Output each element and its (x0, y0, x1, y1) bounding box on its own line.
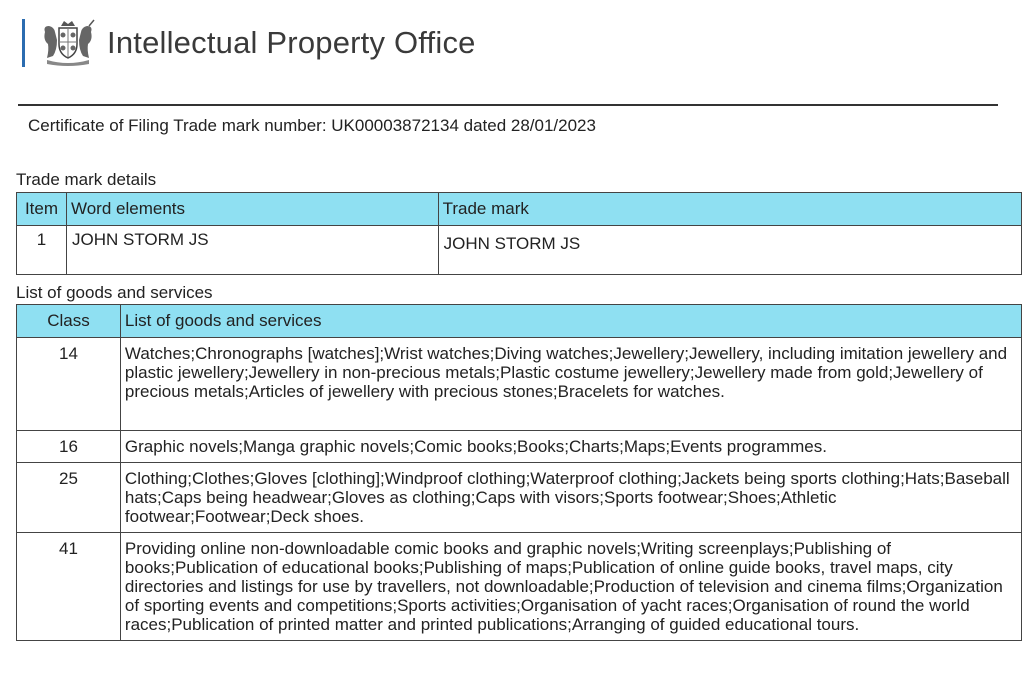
table-row (17, 463, 1022, 533)
column-header-item: Item (17, 193, 67, 226)
page-header (22, 16, 476, 70)
certificate-title: Certificate of Filing Trade mark number: UK00003872134 dated 28/01/2023 (28, 116, 596, 135)
column-header-word-elements: Word elements (66, 193, 438, 226)
column-header-class: Class (17, 305, 121, 338)
goods-description: Graphic novels;Manga graphic novels;Comic books;Books;Charts;Maps;Events programmes. (120, 431, 1021, 463)
item-number: 1 (17, 226, 67, 275)
goods-description: Providing online non-downloadable comic books and graphic novels;Writing screenplays;Publishing of books;Publication of educational books;Publishing of maps;Publication of online guide books, travel maps, city directories and listings for use by travellers, not downloadable;Production of television and cinema films;Organization of sporting events and competitions;Sports activities;Organisation of yacht races;Organisation of round the world races;Publication of printed matter and printed publications;Arranging of guided educational tours. (120, 533, 1021, 641)
goods-description: Clothing;Clothes;Gloves [clothing];Windproof clothing;Waterproof clothing;Jackets being sports clothing;Hats;Baseball hats;Caps being headwear;Gloves as clothing;Caps with visors;Sports footwear;Shoes;Athletic footwear;Footwear;Deck shoes. (120, 463, 1021, 533)
goods-services-label: List of goods and services (16, 283, 213, 302)
table-row (17, 533, 1022, 641)
office-name: Intellectual Property Office (107, 25, 476, 60)
trade-mark-details-label: Trade mark details (16, 170, 157, 189)
class-number: 41 (17, 533, 121, 641)
header-accent-bar (22, 19, 25, 67)
goods-description: Watches;Chronographs [watches];Wrist watches;Diving watches;Jewellery;Jewellery, including imitation jewellery and plastic jewellery;Jewellery in non-precious metals;Plastic costume jewellery;Jewellery made from gold;Jewellery of precious metals;Articles of jewellery with precious stones;Bracelets for watches. (120, 338, 1021, 431)
table-row (17, 431, 1022, 463)
royal-coat-of-arms-icon (39, 18, 97, 68)
word-elements-value: JOHN STORM JS (66, 226, 438, 275)
class-number: 14 (17, 338, 121, 431)
table-row (17, 338, 1022, 431)
table-header-row (17, 193, 1022, 226)
trade-mark-details-table (16, 192, 1022, 275)
table-row (17, 226, 1022, 275)
header-divider (18, 104, 998, 106)
class-number: 25 (17, 463, 121, 533)
goods-services-table (16, 304, 1022, 641)
column-header-goods-services: List of goods and services (120, 305, 1021, 338)
class-number: 16 (17, 431, 121, 463)
column-header-trade-mark: Trade mark (438, 193, 1021, 226)
table-header-row (17, 305, 1022, 338)
trade-mark-value: JOHN STORM JS (438, 226, 1021, 275)
